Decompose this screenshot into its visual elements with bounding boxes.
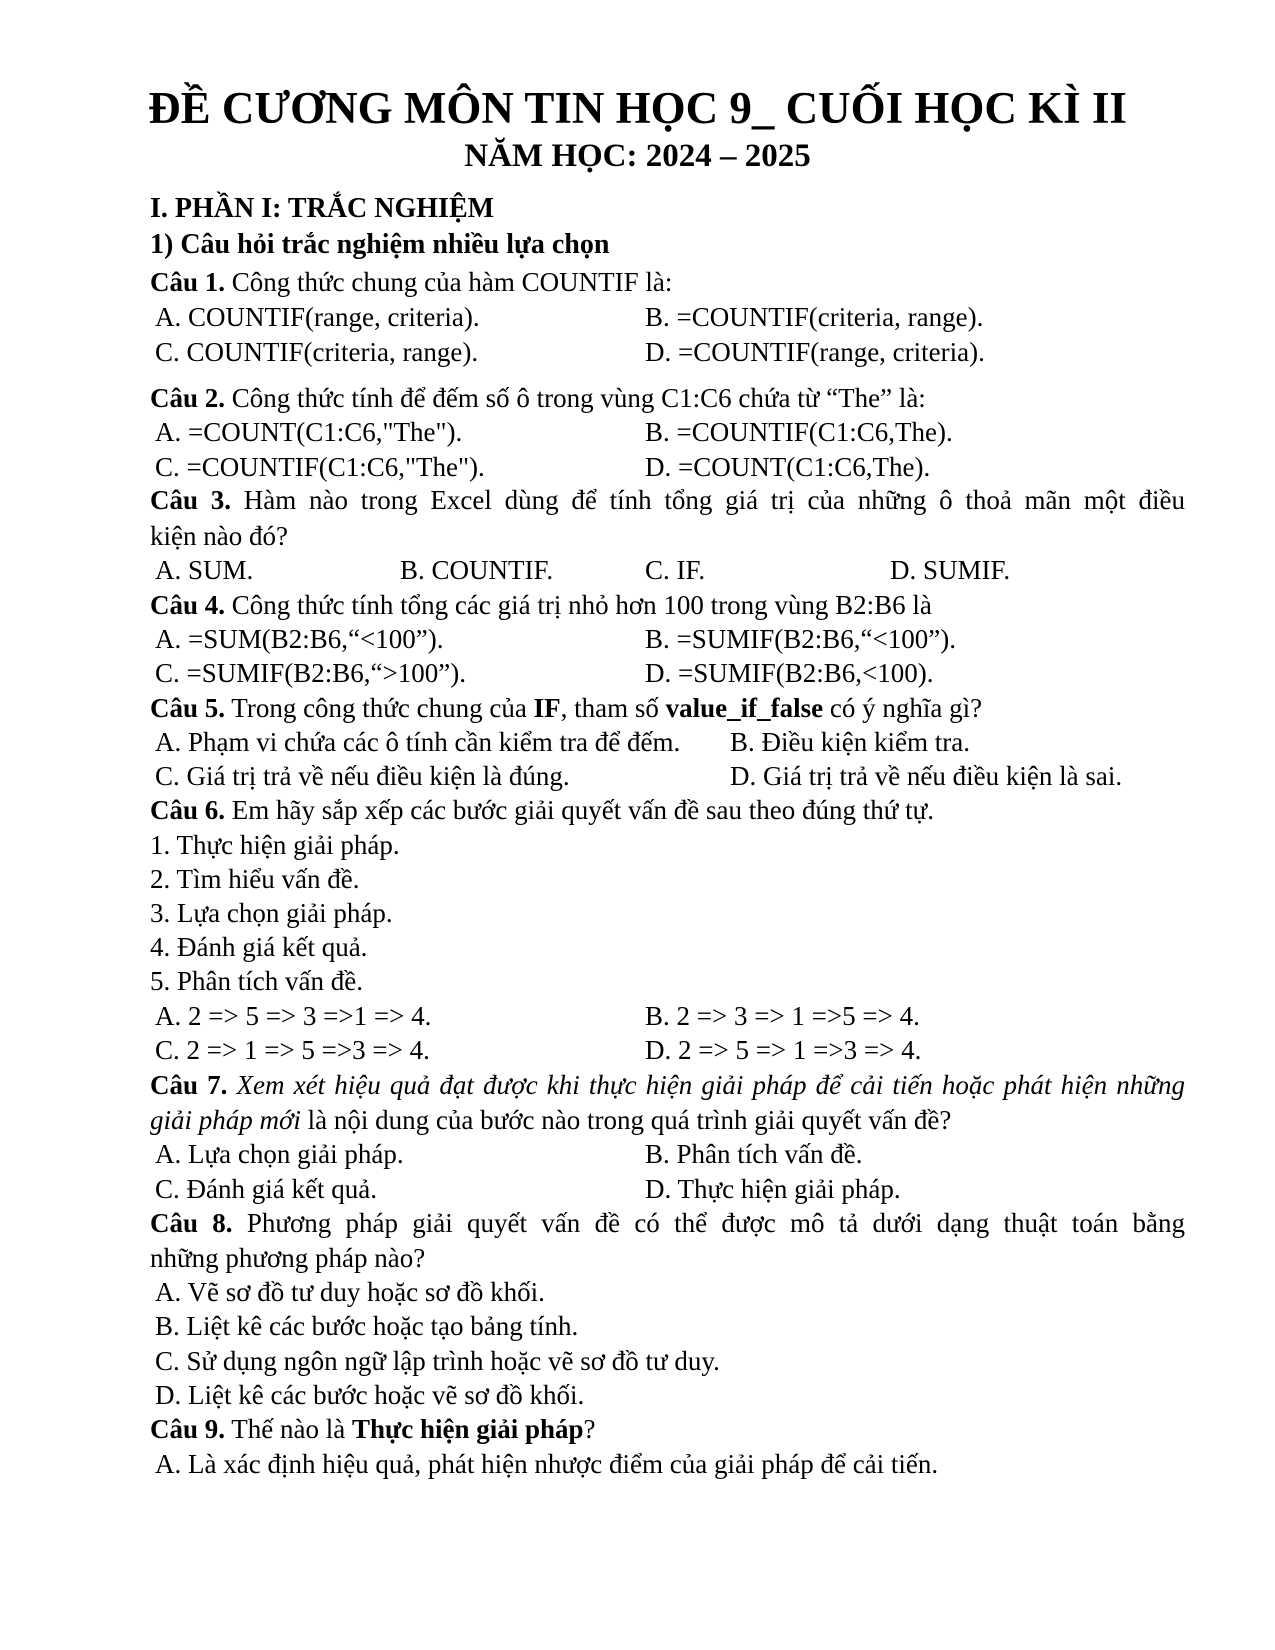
question-text: là nội dung của bước nào trong quá trình giải quyết vấn đề?: [300, 1105, 952, 1135]
question-8: [150, 1205, 1185, 1241]
option-a: A. Là xác định hiệu quả, phát hiện nhược điểm của giải pháp để cải tiến.: [155, 1449, 939, 1479]
question-label: Câu 9.: [150, 1414, 226, 1444]
option-c: C. 2 => 1 => 5 =>3 => 4.: [155, 1035, 430, 1065]
question-label: Câu 6.: [150, 795, 226, 825]
option-a: A. SUM.: [155, 555, 254, 585]
option-d: D. =SUMIF(B2:B6,<100).: [645, 658, 934, 688]
question-7-continued: [150, 1102, 951, 1138]
question-text: Trong công thức chung của: [225, 693, 534, 723]
option-c: C. IF.: [645, 555, 706, 585]
question-text: Công thức chung của hàm COUNTIF là:: [225, 267, 673, 297]
option-c: C. =COUNTIF(C1:C6,"The").: [155, 452, 485, 482]
option-a: A. COUNTIF(range, criteria).: [155, 302, 480, 332]
option-c: C. Giá trị trả về nếu điều kiện là đúng.: [155, 761, 570, 791]
option-b: B. Liệt kê các bước hoặc tạo bảng tính.: [155, 1311, 579, 1341]
question-1: [150, 264, 672, 300]
question-label: Câu 4.: [150, 590, 226, 620]
question-3-continued: kiện nào đó?: [150, 521, 288, 551]
question-label: Câu 3.: [150, 485, 232, 515]
step-item: 2. Tìm hiểu vấn đề.: [150, 864, 360, 894]
step-item: 5. Phân tích vấn đề.: [150, 966, 363, 996]
question-text: Thế nào là: [225, 1414, 352, 1444]
step-item: 3. Lựa chọn giải pháp.: [150, 898, 393, 928]
question-label: Câu 2.: [150, 383, 226, 413]
question-label: Câu 8.: [150, 1208, 233, 1238]
option-a: A. =COUNT(C1:C6,"The").: [155, 417, 463, 447]
option-b: B. Phân tích vấn đề.: [645, 1139, 863, 1169]
option-c: C. Sử dụng ngôn ngữ lập trình hoặc vẽ sơ đồ tư duy.: [155, 1346, 720, 1376]
question-8-continued: những phương pháp nào?: [150, 1243, 426, 1273]
option-b: B. 2 => 3 => 1 =>5 => 4.: [645, 1001, 920, 1031]
option-d: D. 2 => 5 => 1 =>3 => 4.: [645, 1035, 922, 1065]
keyword-value-if-false: value_if_false: [665, 693, 824, 723]
question-6: [150, 792, 934, 828]
question-text: ?: [583, 1414, 596, 1444]
question-text: có ý nghĩa gì?: [823, 693, 983, 723]
document-title: ĐỀ CƯƠNG MÔN TIN HỌC 9_ CUỐI HỌC KÌ II: [148, 83, 1127, 133]
question-text: , tham số: [560, 693, 666, 723]
option-d: D. Thực hiện giải pháp.: [645, 1174, 901, 1204]
option-b: B. =COUNTIF(C1:C6,The).: [645, 417, 953, 447]
question-label: Câu 1.: [150, 267, 226, 297]
option-a: A. Vẽ sơ đồ tư duy hoặc sơ đồ khối.: [155, 1277, 545, 1307]
question-4: [150, 587, 932, 623]
option-a: A. =SUM(B2:B6,“<100”).: [155, 624, 444, 654]
option-b: B. =COUNTIF(criteria, range).: [645, 302, 984, 332]
option-a: A. Phạm vi chứa các ô tính cần kiểm tra để đếm.: [155, 727, 681, 757]
question-text: Hàm nào trong Excel dùng để tính tổng giá trị của những ô thoả mãn một điều: [231, 485, 1186, 515]
option-d: D. Liệt kê các bước hoặc vẽ sơ đồ khối.: [155, 1380, 585, 1410]
option-a: A. Lựa chọn giải pháp.: [155, 1139, 404, 1169]
option-d: D. =COUNT(C1:C6,The).: [645, 452, 931, 482]
question-label: Câu 5.: [150, 693, 226, 723]
section-heading: I. PHẦN I: TRẮC NGHIỆM: [150, 193, 495, 224]
option-d: D. =COUNTIF(range, criteria).: [645, 337, 985, 367]
keyword-thuc-hien-giai-phap: Thực hiện giải pháp: [351, 1414, 584, 1444]
option-d: D. Giá trị trả về nếu điều kiện là sai.: [730, 761, 1123, 791]
option-b: B. COUNTIF.: [400, 555, 554, 585]
step-item: 1. Thực hiện giải pháp.: [150, 830, 400, 860]
question-text: Công thức tính để đếm số ô trong vùng C1:C6 chứa từ “The” là:: [225, 383, 926, 413]
step-item: 4. Đánh giá kết quả.: [150, 932, 368, 962]
question-label: Câu 7.: [150, 1070, 228, 1100]
question-text: Công thức tính tổng các giá trị nhỏ hơn 100 trong vùng B2:B6 là: [225, 590, 932, 620]
question-5: [150, 690, 982, 726]
option-c: C. COUNTIF(criteria, range).: [155, 337, 479, 367]
option-d: D. SUMIF.: [890, 555, 1011, 585]
option-c: C. =SUMIF(B2:B6,“>100”).: [155, 658, 466, 688]
question-text-italic: giải pháp mới: [150, 1105, 301, 1135]
keyword-if: IF: [533, 693, 561, 723]
question-text: Phương pháp giải quyết vấn đề có thể được mô tả dưới dạng thuật toán bằng: [232, 1208, 1186, 1238]
question-7: [150, 1067, 1185, 1103]
question-9: [150, 1411, 596, 1447]
section-subheading: 1) Câu hỏi trắc nghiệm nhiều lựa chọn: [150, 229, 610, 260]
option-b: B. =SUMIF(B2:B6,“<100”).: [645, 624, 956, 654]
school-year: NĂM HỌC: 2024 – 2025: [464, 138, 811, 174]
option-b: B. Điều kiện kiểm tra.: [730, 727, 970, 757]
question-text: Em hãy sắp xếp các bước giải quyết vấn đề sau theo đúng thứ tự.: [225, 795, 935, 825]
option-a: A. 2 => 5 => 3 =>1 => 4.: [155, 1001, 432, 1031]
option-c: C. Đánh giá kết quả.: [155, 1174, 377, 1204]
question-2: [150, 380, 926, 416]
question-text-italic: Xem xét hiệu quả đạt được khi thực hiện giải pháp để cải tiến hoặc phát hiện những: [227, 1070, 1185, 1100]
question-3: [150, 482, 1185, 518]
